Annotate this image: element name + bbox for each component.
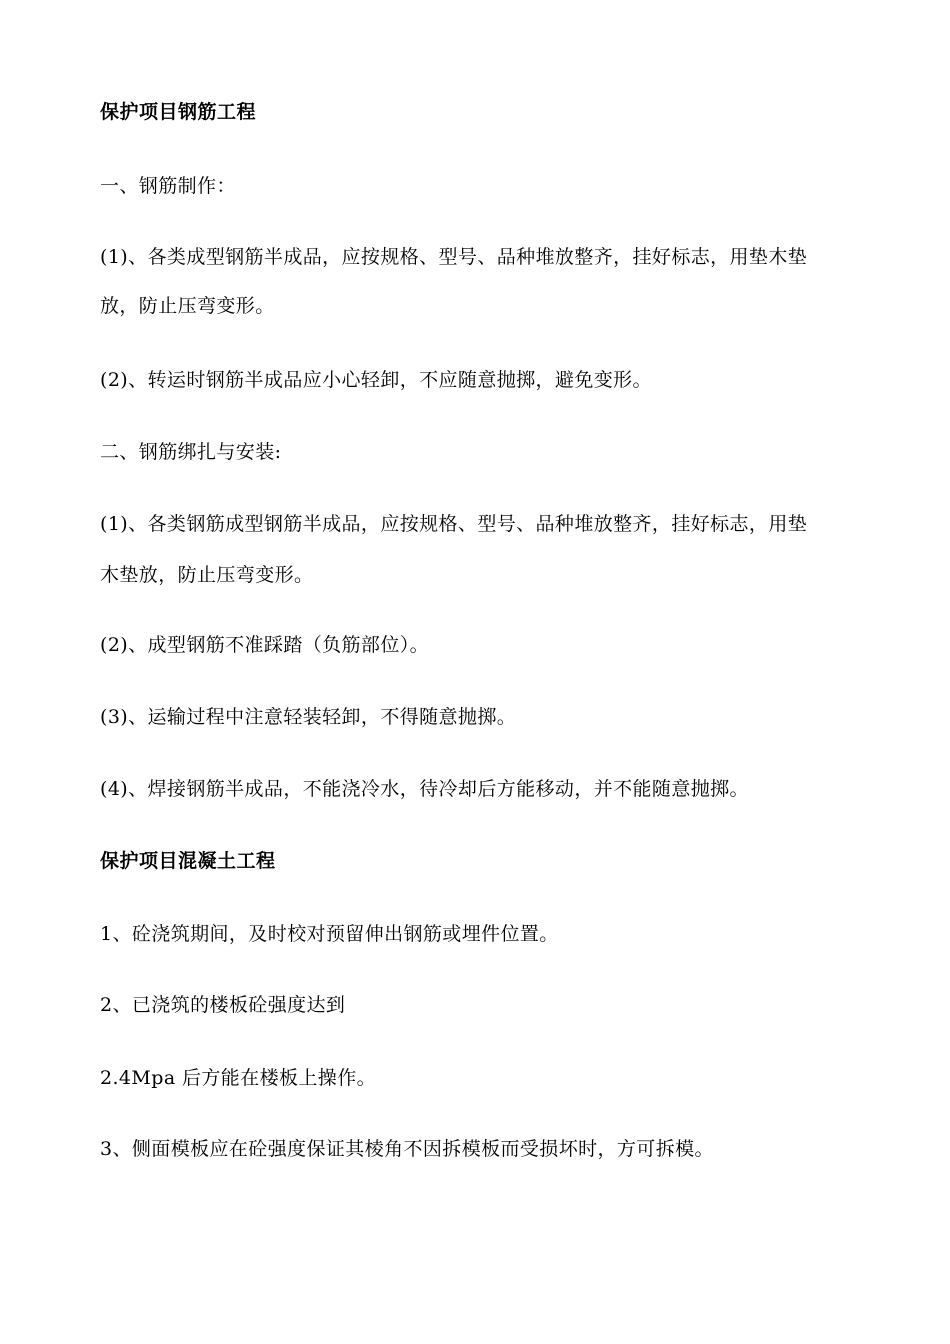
- paragraph-line: 3、侧面模板应在砼强度保证其棱角不因拆模板而受损坏时，方可拆模。: [100, 1138, 714, 1160]
- paragraph-line: (2)、成型钢筋不准踩踏（负筋部位）。: [100, 634, 430, 656]
- section-title-concrete: 保护项目混凝土工程: [100, 850, 276, 872]
- paragraph-line: (1)、各类成型钢筋半成品，应按规格、型号、品种堆放整齐，挂好标志，用垫木垫: [100, 246, 808, 268]
- subheading-rebar-binding: 二、钢筋绑扎与安装:: [100, 441, 282, 463]
- paragraph-line: (3)、运输过程中注意轻装轻卸，不得随意抛掷。: [100, 706, 517, 728]
- paragraph-line: 1、砼浇筑期间，及时校对预留伸出钢筋或埋件位置。: [100, 923, 559, 945]
- paragraph-line: 放，防止压弯变形。: [100, 295, 275, 317]
- paragraph-line: 2.4Mpa 后方能在楼板上操作。: [100, 1067, 377, 1089]
- paragraph-line: (2)、转运时钢筋半成品应小心轻卸，不应随意抛掷，避免变形。: [100, 369, 652, 391]
- paragraph-line: 木垫放，防止压弯变形。: [100, 564, 314, 586]
- paragraph-line: 2、已浇筑的楼板砼强度达到: [100, 994, 346, 1016]
- paragraph-line: (4)、焊接钢筋半成品，不能浇冷水，待冷却后方能移动，并不能随意抛掷。: [100, 778, 749, 800]
- section-title-rebar: 保护项目钢筋工程: [100, 101, 257, 123]
- subheading-rebar-fabrication: 一、钢筋制作：: [100, 175, 236, 197]
- paragraph-line: (1)、各类钢筋成型钢筋半成品，应按规格、型号、品种堆放整齐，挂好标志，用垫: [100, 513, 808, 535]
